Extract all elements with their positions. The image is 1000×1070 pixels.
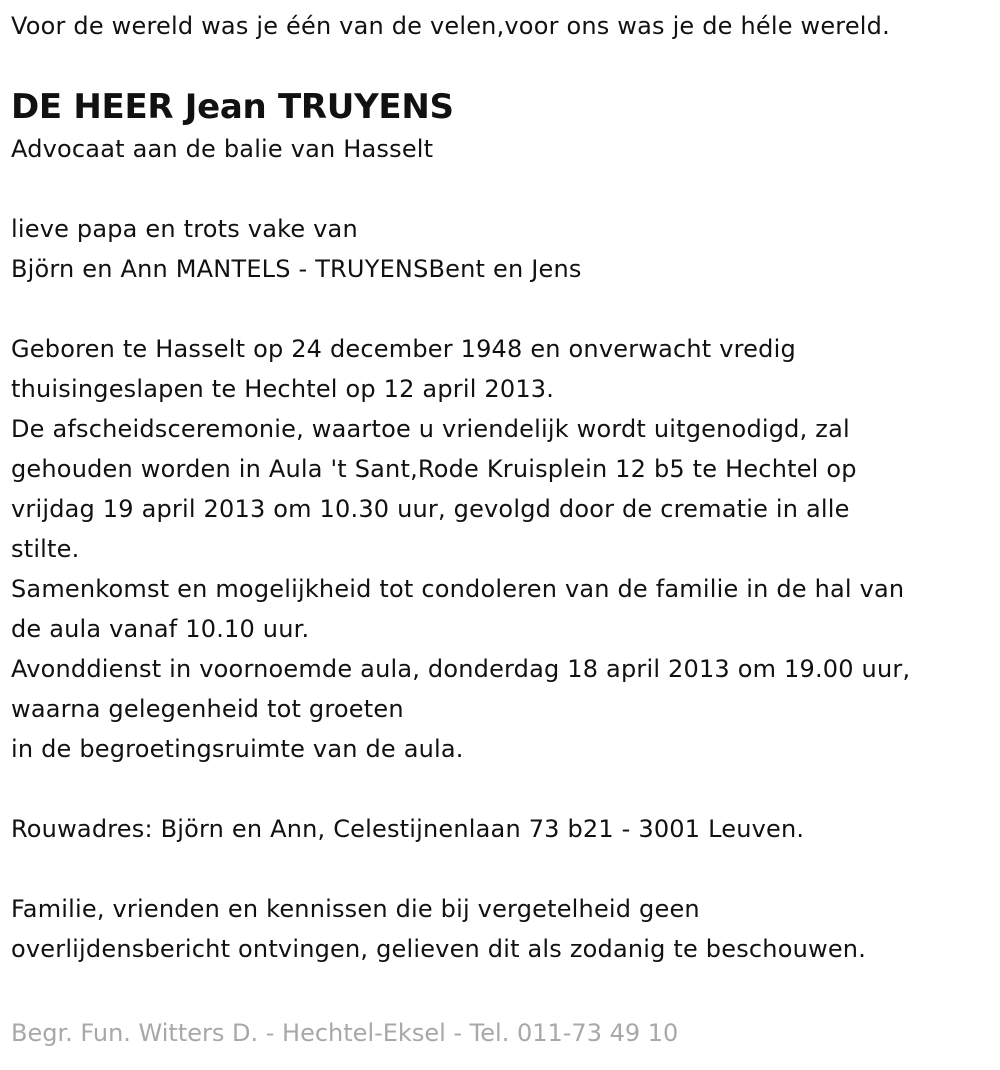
details-line: stilte. (11, 535, 80, 563)
deceased-name: DE HEER Jean TRUYENS (11, 87, 454, 127)
funeral-home-footer: Begr. Fun. Witters D. - Hechtel-Eksel - Tel. 011-73 49 10 (11, 1019, 679, 1047)
details-line: in de begroetingsruimte van de aula. (11, 735, 464, 763)
spacer (11, 289, 996, 329)
obituary-notice (11, 0, 996, 969)
memorial-quote: Voor de wereld was je één van de velen,voor ons was je de héle wereld. (11, 12, 890, 40)
details-line: vrijdag 19 april 2013 om 10.30 uur, gevolgd door de crematie in alle (11, 495, 850, 523)
details-line: thuisingeslapen te Hechtel op 12 april 2013. (11, 375, 555, 403)
family-section (11, 209, 996, 289)
family-line: lieve papa en trots vake van (11, 215, 358, 243)
family-line: Björn en Ann MANTELS - TRUYENSBent en Jens (11, 255, 582, 283)
profession: Advocaat aan de balie van Hasselt (11, 135, 434, 163)
details-line: Geboren te Hasselt op 24 december 1948 en onverwacht vredig (11, 335, 796, 363)
spacer (11, 169, 996, 209)
details-line: Samenkomst en mogelijkheid tot condoleren van de familie in de hal van (11, 575, 905, 603)
details-line: waarna gelegenheid tot groeten (11, 695, 404, 723)
mourning-address: Rouwadres: Björn en Ann, Celestijnenlaan 73 b21 - 3001 Leuven. (11, 815, 805, 843)
notice-line: overlijdensbericht ontvingen, gelieven dit als zodanig te beschouwen. (11, 935, 867, 963)
details-line: gehouden worden in Aula 't Sant,Rode Kruisplein 12 b5 te Hechtel op (11, 455, 857, 483)
details-line: De afscheidsceremonie, waartoe u vriendelijk wordt uitgenodigd, zal (11, 415, 850, 443)
details-section (11, 329, 996, 769)
spacer (11, 849, 996, 889)
notice-section (11, 889, 996, 969)
details-line: Avonddienst in voornoemde aula, donderdag 18 april 2013 om 19.00 uur, (11, 655, 911, 683)
notice-line: Familie, vrienden en kennissen die bij vergetelheid geen (11, 895, 700, 923)
details-line: de aula vanaf 10.10 uur. (11, 615, 310, 643)
spacer (11, 769, 996, 809)
